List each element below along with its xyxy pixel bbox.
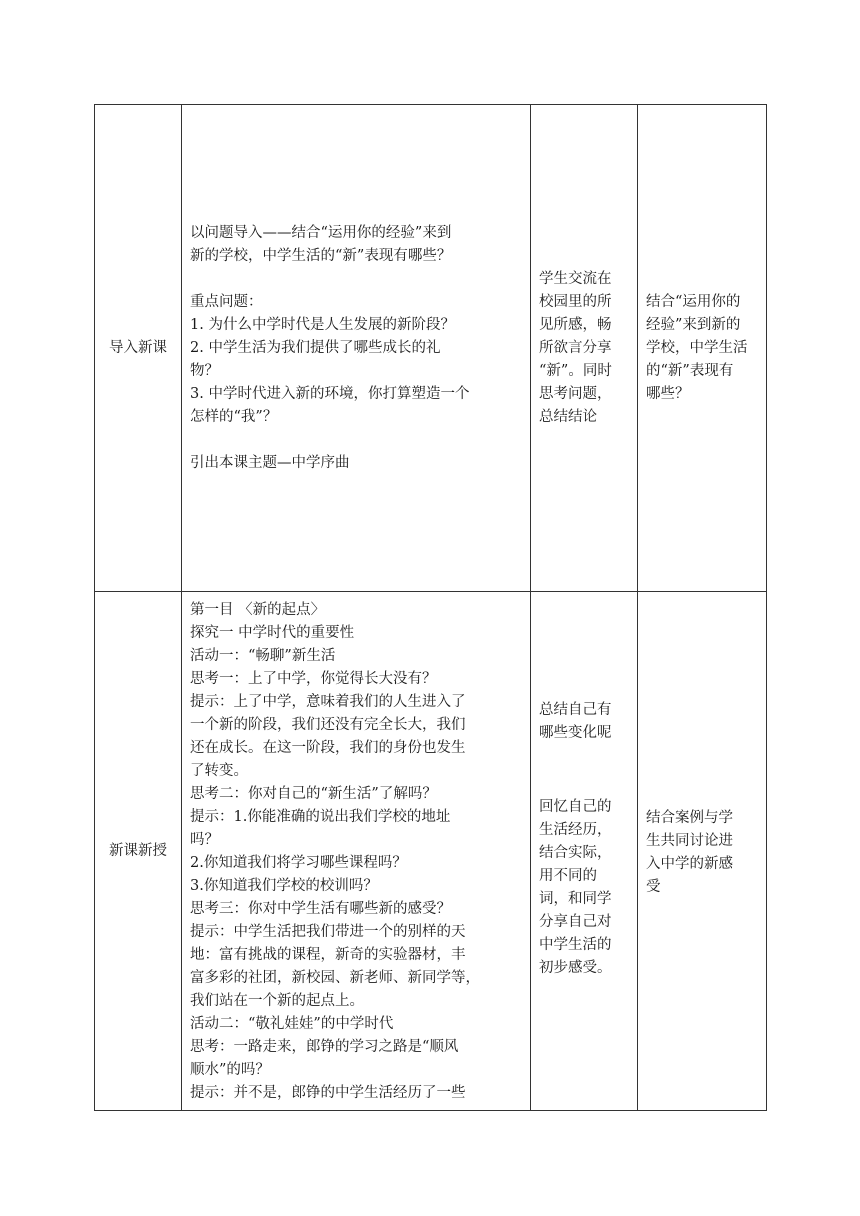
- student-line: 生活经历，: [539, 822, 612, 839]
- stage-label: 新课新授: [109, 842, 167, 859]
- intent-line: 的“新”表现有: [646, 362, 734, 379]
- content-line: 吗？: [190, 832, 219, 849]
- intent-line: 受: [646, 879, 661, 896]
- content-line: 3. 中学时代进入新的环境，你打算塑造一个: [190, 385, 470, 402]
- intent-line: 入中学的新感: [646, 856, 733, 873]
- content-line: 思考三：你对中学生活有哪些新的感受？: [190, 901, 451, 918]
- intent-line: 结合“运用你的: [646, 293, 741, 310]
- intent-line: 生共同讨论进: [646, 833, 733, 850]
- stage-cell: [95, 105, 182, 592]
- student-line: 哪些变化呢: [539, 725, 612, 742]
- content-line: 富多彩的社团，新校园、新老师、新同学等，: [190, 970, 480, 987]
- teaching-content-cell: [182, 105, 531, 592]
- student-line: 用不同的: [539, 868, 597, 885]
- student-line: 总结结论: [539, 408, 597, 425]
- student-line: 见所感，畅: [539, 316, 612, 333]
- content-line: 还在成长。在这一阶段，我们的身份也发生: [190, 740, 466, 757]
- content-line: [190, 268, 522, 291]
- content-line: 提示：上了中学，意味着我们的人生进入了: [190, 694, 466, 711]
- lesson-plan-table: [94, 104, 767, 1111]
- content-line: 我们站在一个新的起点上。: [190, 993, 364, 1010]
- content-line: 2. 中学生活为我们提供了哪些成长的礼: [190, 339, 441, 356]
- student-activity: [531, 592, 637, 980]
- spacer: [539, 745, 629, 796]
- content-line: 3.你知道我们学校的校训吗？: [190, 878, 378, 895]
- design-intent-cell: [638, 592, 767, 1111]
- content-line: 重点问题：: [190, 293, 263, 310]
- intent-line: 经验”来到新的: [646, 316, 741, 333]
- stage-label: 导入新课: [109, 339, 167, 356]
- student-activity: [531, 268, 637, 429]
- table-row: [95, 592, 767, 1111]
- content-line: 思考二：你对自己的“新生活”了解吗？: [190, 786, 437, 803]
- content-line: 提示：并不是，郎铮的中学生活经历了一些: [190, 1085, 466, 1102]
- student-line: 结合实际，: [539, 845, 612, 862]
- content-line: 一个新的阶段，我们还没有完全长大，我们: [190, 717, 466, 734]
- table-row: [95, 105, 767, 592]
- teaching-content-cell: [182, 592, 531, 1111]
- intent-line: 学校，中学生活: [646, 339, 748, 356]
- design-intent: [638, 291, 766, 406]
- content-line: 1. 为什么中学时代是人生发展的新阶段？: [190, 316, 455, 333]
- content-line: 引出本课主题—中学序曲: [190, 454, 350, 471]
- content-line: 提示：1.你能准确的说出我们学校的地址: [190, 809, 451, 826]
- content-line: 探究一 中学时代的重要性: [190, 625, 355, 642]
- design-intent: [638, 803, 766, 899]
- content-line: 2.你知道我们将学习哪些课程吗？: [190, 855, 407, 872]
- student-line: 总结自己有: [539, 702, 612, 719]
- content-line: 顺水”的吗？: [190, 1062, 270, 1079]
- content-line: 物？: [190, 362, 219, 379]
- content-line: 第一目 〈新的起点〉: [190, 602, 326, 619]
- content-line: 思考一：上了中学，你觉得长大没有？: [190, 671, 437, 688]
- intent-line: 结合案例与学: [646, 810, 733, 827]
- content-line: 活动一：“畅聊”新生活: [190, 648, 336, 665]
- student-line: 中学生活的: [539, 937, 612, 954]
- student-activity-cell: [531, 105, 638, 592]
- teaching-content: [182, 592, 530, 1105]
- student-line: 思考问题，: [539, 385, 612, 402]
- stage-cell: [95, 592, 182, 1111]
- student-line: 初步感受。: [539, 960, 612, 977]
- content-line: 了转变。: [190, 763, 248, 780]
- student-line: 词，和同学: [539, 891, 612, 908]
- student-line: 学生交流在: [539, 270, 612, 287]
- content-line: 提示：中学生活把我们带进一个的别样的天: [190, 924, 466, 941]
- intent-line: 哪些？: [646, 385, 690, 402]
- content-line: 新的学校，中学生活的“新”表现有哪些？: [190, 247, 452, 264]
- student-activity-cell: [531, 592, 638, 1111]
- student-line: “新”。同时: [539, 362, 612, 379]
- design-intent-cell: [638, 105, 767, 592]
- student-line: 分享自己对: [539, 914, 612, 931]
- student-line: 回忆自己的: [539, 799, 612, 816]
- student-line: 校园里的所: [539, 293, 612, 310]
- content-line: 地：富有挑战的课程，新奇的实验器材，丰: [190, 947, 466, 964]
- teaching-content: [182, 222, 530, 475]
- student-line: 所欲言分享: [539, 339, 612, 356]
- content-line: 活动二：“敬礼娃娃”的中学时代: [190, 1016, 394, 1033]
- content-line: 思考：一路走来，郎铮的学习之路是“顺风: [190, 1039, 459, 1056]
- content-line: 怎样的“我”？: [190, 408, 278, 425]
- content-line: [190, 429, 522, 452]
- content-line: 以问题导入——结合“运用你的经验”来到: [190, 224, 452, 241]
